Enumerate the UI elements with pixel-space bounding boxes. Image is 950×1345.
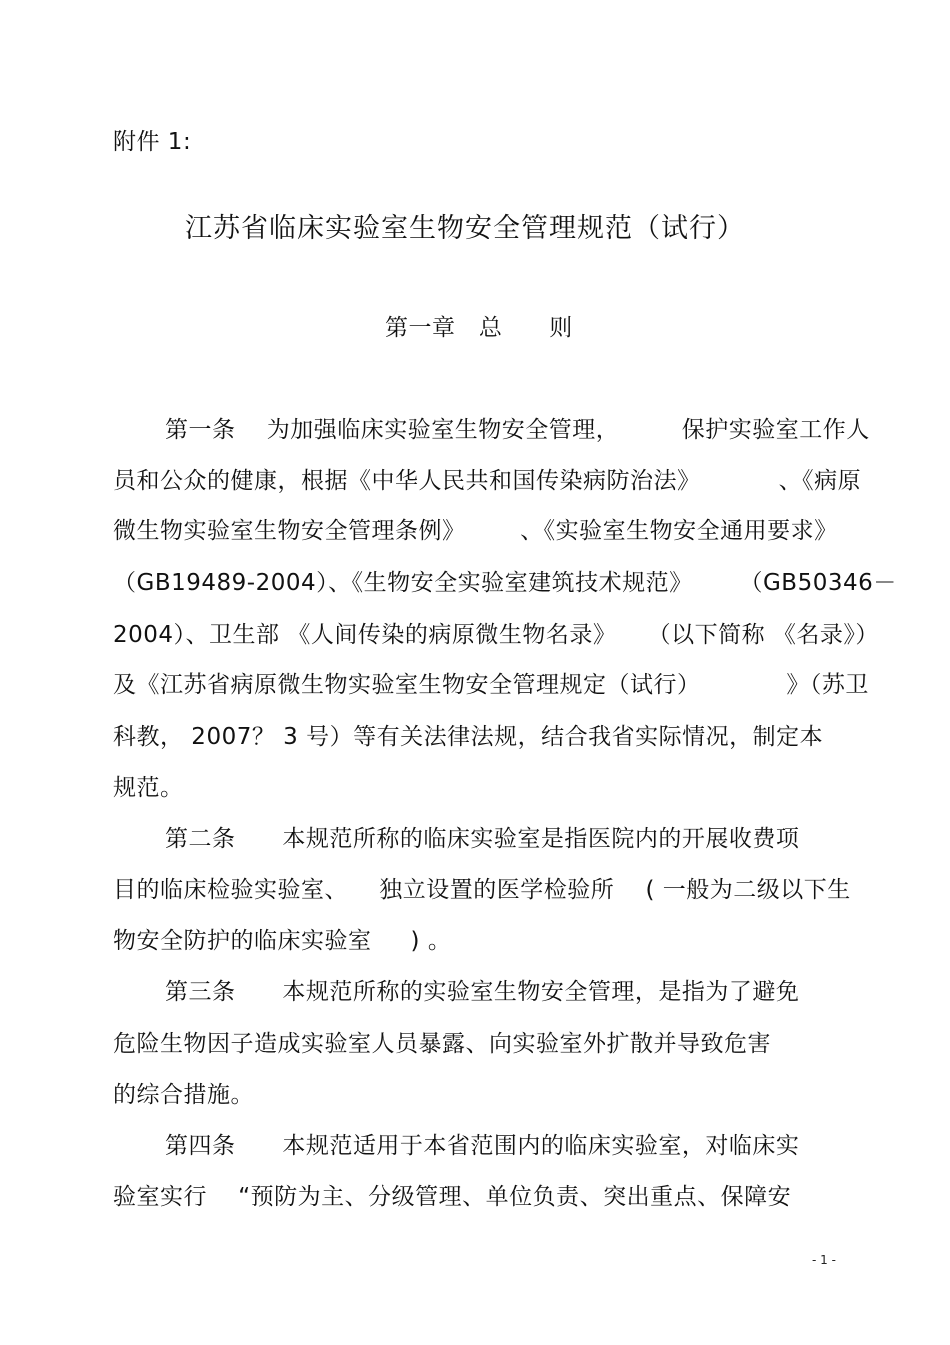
body-line: 的综合措施。 [113,1082,254,1108]
body-line: 验室实行 “预防为主、分级管理、单位负责、突出重点、保障安 [113,1184,792,1210]
body-line: 物安全防护的临床实验室 ) 。 [113,928,452,954]
body-line: 危险生物因子造成实验室人员暴露、向实验室外扩散并导致危害 [113,1031,771,1057]
body-line: 第三条 本规范所称的实验室生物安全管理，是指为了避免 [165,979,800,1005]
body-line: 科教， 2007？ 3 号）等有关法律法规，结合我省实际情况，制定本 [113,724,824,750]
body-line: 目的临床检验实验室、 独立设置的医学检验所 ( 一般为二级以下生 [113,877,851,903]
body-line: 第一条 为加强临床实验室生物安全管理， 保护实验室工作人 [165,417,870,443]
page-number: - 1 - [812,1253,836,1267]
body-line: 规范。 [113,775,184,801]
attachment-label: 附件 1: [113,129,192,155]
body-line: 2004）、卫生部 《人间传染的病原微生物名录》 （以下简称 《名录》） [113,622,879,648]
body-line: 及《江苏省病原微生物实验室生物安全管理规定（试行） 》（苏卫 [113,672,869,698]
chapter-heading: 第一章 总 则 [385,315,573,341]
body-line: 微生物实验室生物安全管理条例》 、《实验室生物安全通用要求》 [113,518,838,544]
document-title: 江苏省临床实验室生物安全管理规范（试行） [185,213,745,244]
body-line: （GB19489-2004）、《生物安全实验室建筑技术规范》 （GB50346－ [113,570,897,596]
body-line: 第四条 本规范适用于本省范围内的临床实验室，对临床实 [165,1133,800,1159]
body-line: 第二条 本规范所称的临床实验室是指医院内的开展收费项 [165,826,800,852]
body-line: 员和公众的健康，根据《中华人民共和国传染病防治法》 、《病原 [113,468,862,494]
